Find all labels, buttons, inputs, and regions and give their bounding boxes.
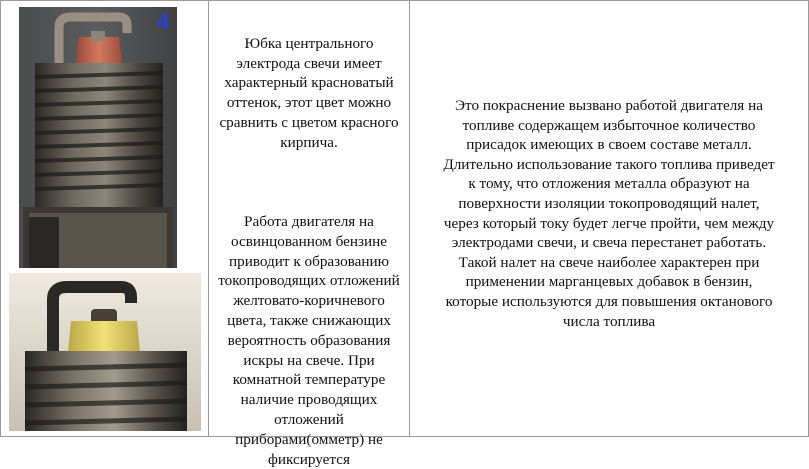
- description-column: [209, 1, 410, 468]
- description-paragraph-1: Юбка центрального электрода свечи имеет характерный красноватый оттенок, этот цвет можно сравнить с цветом красного кирпича.: [219, 34, 399, 151]
- spark-plug-yellow-deposit-photo: [9, 273, 201, 431]
- description-text: [211, 14, 407, 469]
- cause-text: Это покраснение вызвано работой двигателя на топливе содержащем избыточное количество присадок имеющих в своем составе металл. Длительно использование такого топлива приведет к тому, что отложения металла образуют на поверхности изоляции токопроводящий налет, через который току будет легче пройти, чем между электродами свечи, и свеча перестанет работать. Такой налет на свече наиболее характерен при применении марганцевых добавок в бензин, которые используются для повышения октанового числа топлива: [443, 97, 775, 330]
- photo-number: 4: [156, 9, 169, 34]
- spark-plug-red-deposit-photo: [19, 7, 177, 268]
- description-paragraph-2: Работа двигателя на освинцованном бензине приводит к образованию токопроводящих отложений желтовато-коричневого цвета, также снижающих вероятность образования искры на свече. При комнатной температуре наличие проводящих отложений приборами(омметр) не фиксируется: [218, 212, 400, 468]
- image-column: [1, 1, 209, 436]
- cause-column: [410, 1, 808, 436]
